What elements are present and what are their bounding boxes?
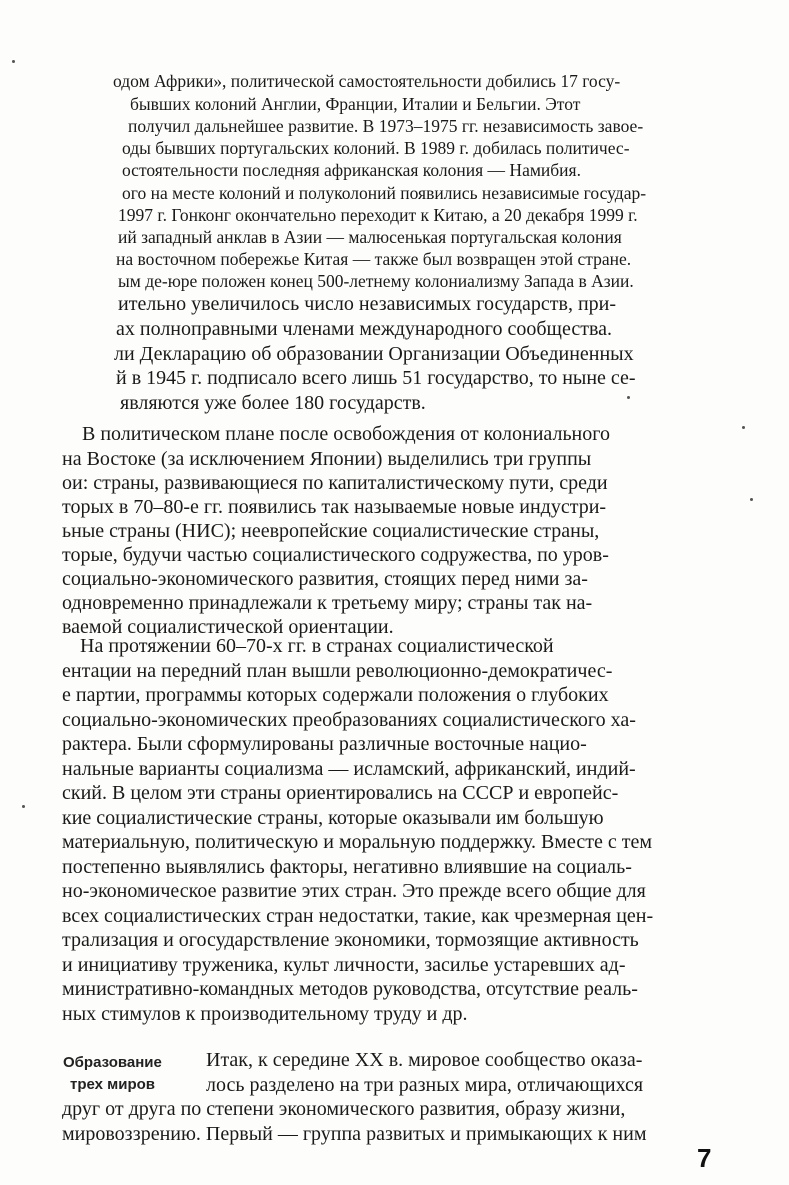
text-line: друг от друга по степени экономического развития, образу жизни, xyxy=(62,1098,626,1120)
text-line: бывших колоний Англии, Франции, Италии и Бельгии. Этот xyxy=(130,94,581,114)
text-line: одом Африки», политической самостоятельности добились 17 госу- xyxy=(113,71,621,91)
text-line: нальные варианты социализма — исламский, африканский, индий- xyxy=(62,758,636,780)
text-line: мировоззрению. Первый — группа развитых и примыкающих к ним xyxy=(62,1123,647,1145)
text-line: Итак, к середине XX в. мировое сообщество оказа- xyxy=(206,1049,643,1071)
text-line: одновременно принадлежали к третьему миру; страны так на- xyxy=(62,592,593,614)
text-line: ский. В целом эти страны ориентировались на СССР и европейс- xyxy=(62,782,619,804)
text-line: ого на месте колоний и полуколоний появились независимые государ- xyxy=(122,183,647,203)
text-line: ои: страны, развивающиеся по капиталистическому пути, среди xyxy=(62,472,608,494)
text-line: кие социалистические страны, которые оказывали им большую xyxy=(62,807,604,829)
scan-speck xyxy=(22,805,25,808)
text-line: е партии, программы которых содержали положения о глубоких xyxy=(62,684,609,706)
text-line: материальную, политическую и моральную поддержку. Вместе с тем xyxy=(62,831,653,853)
text-line: получил дальнейшее развитие. В 1973–1975 гг. независимость завое- xyxy=(128,116,644,136)
text-line: ий западный анклав в Азии — малюсенькая португальская колония xyxy=(118,227,622,247)
text-line: остоятельности последняя африканская колония — Намибия. xyxy=(122,160,581,180)
text-line: оды бывших португальских колоний. В 1989 г. добилась политичес- xyxy=(122,138,630,158)
text-line: являются уже более 180 государств. xyxy=(120,392,426,414)
text-line: торые, будучи частью социалистического содружества, по уров- xyxy=(62,544,609,566)
text-line: лось разделено на три разных мира, отличающихся xyxy=(206,1074,644,1096)
text-line: но-экономическое развитие этих стран. Это прежде всего общие для xyxy=(62,880,646,902)
text-line: 1997 г. Гонконг окончательно переходит к Китаю, а 20 декабря 1999 г. xyxy=(118,205,638,225)
text-line: постепенно выявлялись факторы, негативно влиявшие на социаль- xyxy=(62,856,632,878)
text-line: министративно-командных методов руководства, отсутствие реаль- xyxy=(62,978,638,1000)
sidebar-heading-line-1: Образование xyxy=(63,1054,162,1071)
text-line: ьные страны (НИС); неевропейские социалистические страны, xyxy=(62,520,600,542)
text-line: ентации на передний план вышли революционно-демократичес- xyxy=(62,660,613,682)
text-line: В политическом плане после освобождения от колониального xyxy=(82,423,610,445)
text-line: социально-экономического развития, стоящих перед ними за- xyxy=(62,568,588,590)
text-line: рактера. Были сформулированы различные восточные нацио- xyxy=(62,733,587,755)
text-line: На протяжении 60–70-х гг. в странах социалистической xyxy=(80,635,554,657)
text-line: трализация и огосударствление экономики, тормозящие активность xyxy=(62,929,639,951)
text-line: ных стимулов к производительному труду и др. xyxy=(62,1003,468,1025)
text-line: ли Декларацию об образовании Организации Объединенных xyxy=(114,343,634,365)
text-line: всех социалистических стран недостатки, такие, как чрезмерная цен- xyxy=(62,905,654,927)
text-line: торых в 70–80-е гг. появились так называемые новые индустри- xyxy=(62,496,607,518)
text-line: ваемой социалистической ориентации. xyxy=(62,616,394,638)
text-line: ительно увеличилось число независимых государств, при- xyxy=(118,293,617,315)
text-line: ым де-юре положен конец 500-летнему колониализму Запада в Азии. xyxy=(118,271,634,291)
text-line: на Востоке (за исключением Японии) выделились три группы xyxy=(62,448,592,470)
scan-speck xyxy=(627,396,630,399)
text-line: на восточном побережье Китая — также был возвращен этой стране. xyxy=(116,249,632,269)
text-line: ах полноправными членами международного сообщества. xyxy=(116,318,612,340)
text-line: й в 1945 г. подписало всего лишь 51 государство, то ныне се- xyxy=(116,367,636,389)
scan-speck xyxy=(742,426,745,429)
text-line: и инициативу труженика, культ личности, засилье устаревших ад- xyxy=(62,954,626,976)
scan-speck xyxy=(750,498,753,501)
page-number: 7 xyxy=(697,1143,712,1173)
scan-speck xyxy=(12,60,15,63)
sidebar-heading-line-2: трех миров xyxy=(70,1076,156,1093)
text-line: социально-экономических преобразованиях социалистического ха- xyxy=(62,709,636,731)
